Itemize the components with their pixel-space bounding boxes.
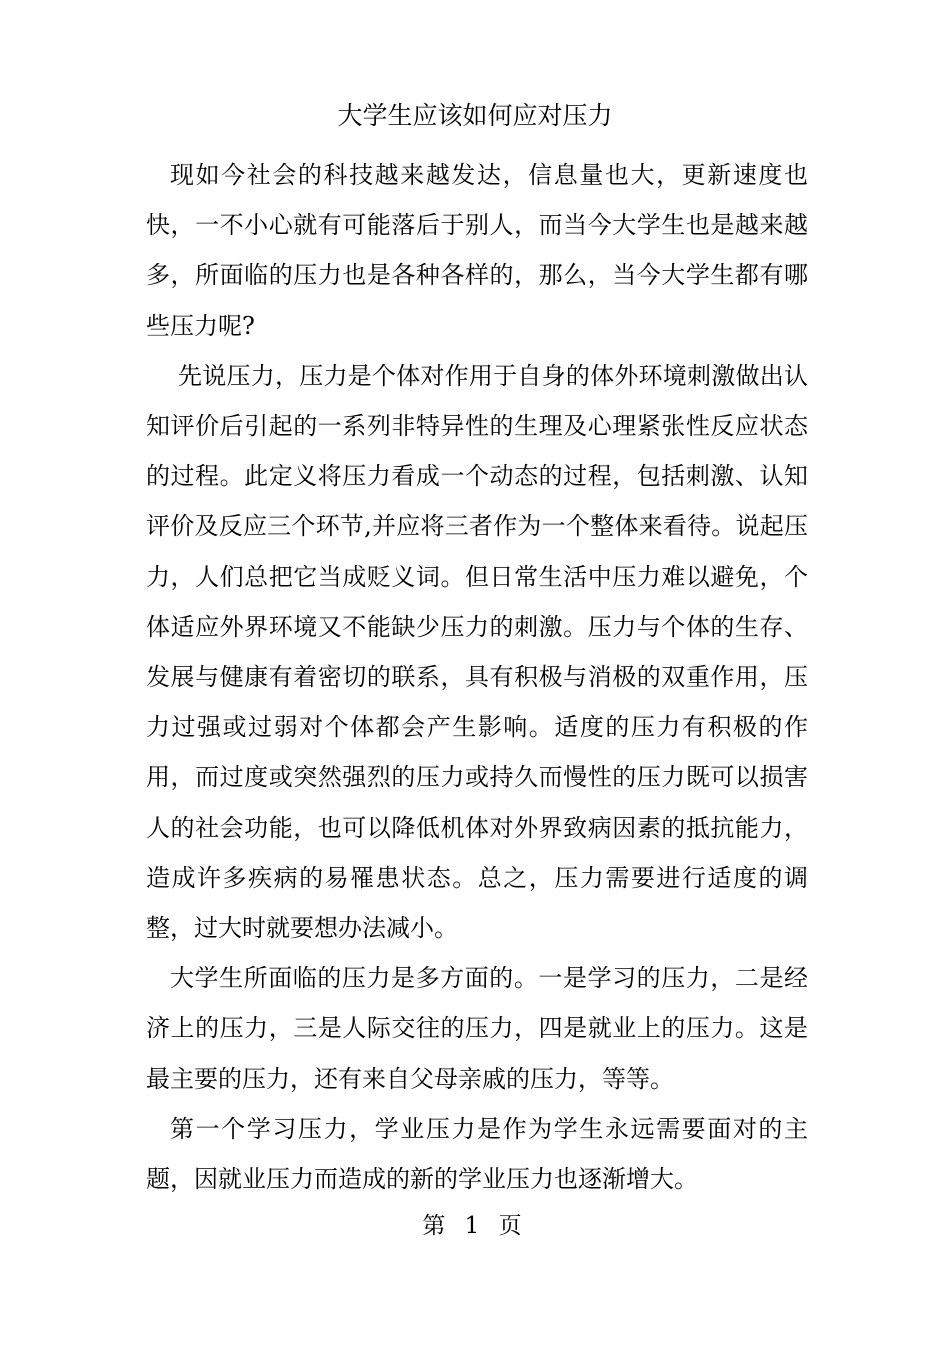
paragraph-study-pressure: 第一个学习压力，学业压力是作为学生永远需要面对的主题，因就业压力而造成的新的学业压力也逐渐增大。 <box>146 1114 808 1194</box>
document-title: 大学生应该如何应对压力 <box>337 101 613 130</box>
document-body <box>146 150 808 1204</box>
page-number: 第 1 页 <box>422 1213 528 1239</box>
paragraph-definition: 先说压力，压力是个体对作用于自身的体外环境刺激做出认知评价后引起的一系列非特异性的生理及心理紧张性反应状态的过程。此定义将压力看成一个动态的过程，包括刺激、认知评价及反应三个环节,并应将三者作为一个整体来看待。说起压力，人们总把它当成贬义词。但日常生活中压力难以避免，个体适应外界环境又不能缺少压力的刺激。压力与个体的生存、发展与健康有着密切的联系，具有积极与消极的双重作用，压力过强或过弱对个体都会产生影响。适度的压力有积极的作用，而过度或突然强烈的压力或持久而慢性的压力既可以损害人的社会功能，也可以降低机体对外界致病因素的抵抗能力，造成许多疾病的易罹患状态。总之，压力需要进行适度的调整，过大时就要想办法减小。 <box>146 361 808 943</box>
paragraph-pressure-types: 大学生所面临的压力是多方面的。一是学习的压力，二是经济上的压力，三是人际交往的压力，四是就业上的压力。这是最主要的压力，还有来自父母亲戚的压力，等等。 <box>146 964 808 1093</box>
paragraph-intro: 现如今社会的科技越来越发达，信息量也大，更新速度也快，一不小心就有可能落后于别人，而当今大学生也是越来越多，所面临的压力也是各种各样的，那么，当今大学生都有哪些压力呢? <box>146 161 808 340</box>
